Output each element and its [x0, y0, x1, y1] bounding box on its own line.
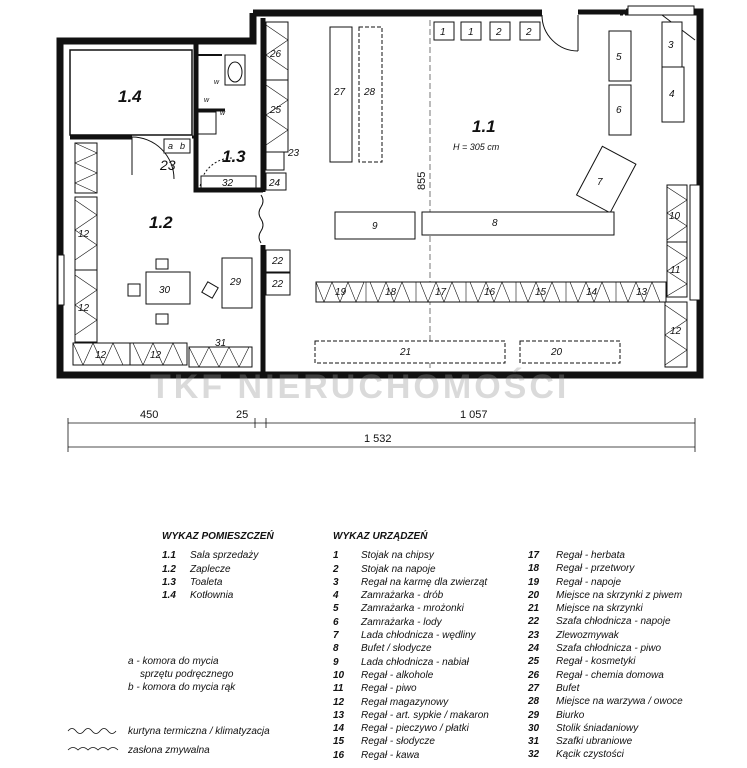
- equipment-name: Zamrażarka - lody: [361, 616, 442, 628]
- equipment-name: Stolik śniadaniowy: [556, 722, 639, 734]
- dim-450: 450: [140, 409, 159, 421]
- equipment-number: 19: [528, 576, 540, 588]
- equipment-number: 6: [333, 616, 339, 628]
- note-a: [128, 655, 235, 694]
- label-12-c: 12: [95, 350, 107, 361]
- equipment-list-item: [528, 642, 683, 655]
- rooms-list: [162, 530, 274, 602]
- label-15: 15: [535, 287, 547, 298]
- equipment-name: Bufet / słodycze: [361, 643, 432, 655]
- equipment-list-item: [528, 655, 683, 668]
- label-2b: 2: [526, 27, 532, 38]
- equipment-number: 14: [333, 723, 345, 735]
- note-a-line1: a - komora do mycia: [128, 656, 219, 667]
- equipment-number: 8: [333, 643, 339, 655]
- equipment-number: 15: [333, 736, 345, 748]
- room-1-1-height: H = 305 cm: [453, 142, 500, 152]
- equipment-name: Bufet: [556, 682, 580, 694]
- equipment-name: Szafa chłodnicza - piwo: [556, 643, 662, 655]
- label-20: 20: [551, 347, 563, 358]
- equipment-name: Lada chłodnicza - nabiał: [361, 656, 469, 668]
- label-28: 28: [364, 87, 376, 98]
- equipment-list-item: [333, 669, 489, 682]
- equipment-name: Regał - pieczywo / płatki: [361, 723, 469, 735]
- note-b: b - komora do mycia rąk: [128, 682, 236, 693]
- room-1-2-number: 1.2: [149, 213, 173, 232]
- equipment-number: 31: [528, 736, 540, 748]
- label-22b: 22: [272, 279, 284, 290]
- equipment-list-item: [528, 602, 683, 615]
- label-22a: 22: [272, 256, 284, 267]
- equipment-list-item: [528, 549, 683, 562]
- room-1-3-number: 1.3: [222, 147, 246, 166]
- label-24: 24: [269, 178, 281, 189]
- equipment-number: 2: [333, 563, 339, 575]
- label-1b: 1: [468, 27, 474, 38]
- label-27: 27: [334, 87, 346, 98]
- label-6: 6: [616, 105, 622, 116]
- equipment-list-item: [333, 735, 489, 748]
- label-29: 29: [230, 277, 242, 288]
- label-32: 32: [222, 178, 234, 189]
- equipment-name: Stojak na napoje: [361, 563, 436, 575]
- equipment-name: Szafa chłodnicza - napoje: [556, 616, 671, 628]
- label-10: 10: [669, 211, 681, 222]
- equipment-name: Regał - kosmetyki: [556, 656, 636, 668]
- equipment-list-item: [333, 549, 489, 562]
- label-11: 11: [670, 265, 681, 276]
- rooms-list-item: 1.3 Toaleta: [162, 576, 223, 588]
- label-1a: 1: [440, 27, 446, 38]
- label-2a: 2: [496, 27, 502, 38]
- label-9: 9: [372, 221, 378, 232]
- dim-1532: 1 532: [364, 433, 392, 445]
- equipment-number: 3: [333, 576, 339, 588]
- room-1-4-number: 1.4: [118, 87, 142, 106]
- equipment-name: Regał na karmę dla zwierząt: [361, 576, 488, 588]
- equipment-name: Zamrażarka - mrożonki: [361, 603, 464, 615]
- equipment-number: 12: [333, 696, 345, 708]
- equipment-list-item: [528, 709, 683, 722]
- note-curtain: kurtyna termiczna / klimatyzacja: [128, 726, 270, 737]
- equipment-number: 17: [528, 550, 540, 561]
- equipment-number: 32: [528, 749, 540, 761]
- room-1-1-number: 1.1: [472, 117, 496, 136]
- equipment-list-title: WYKAZ URZĄDZEŃ: [333, 531, 428, 542]
- equipment-number: 26: [528, 669, 540, 681]
- equipment-number: 9: [333, 656, 339, 668]
- equipment-list-item: [528, 722, 683, 735]
- equipment-name: Regał - napoje: [556, 576, 622, 588]
- equipment-number: 1: [333, 550, 339, 562]
- label-5: 5: [616, 52, 622, 63]
- equipment-number: 29: [528, 709, 540, 721]
- equipment-number: 23: [528, 629, 540, 641]
- equipment-list-item: [333, 563, 489, 576]
- screen-symbol: [68, 748, 118, 751]
- equipment-list-item: [528, 576, 683, 589]
- equipment-list: [333, 530, 489, 762]
- label-12-right: 12: [670, 326, 682, 337]
- dim-855: 855: [416, 171, 428, 190]
- label-12-a: 12: [78, 229, 90, 240]
- equipment-list-item: [333, 629, 489, 642]
- equipment-list-item: [528, 562, 683, 575]
- rooms-list-title: WYKAZ POMIESZCZEŃ: [162, 531, 274, 542]
- curtain-symbol: [68, 729, 116, 734]
- equipment-list-item: [333, 616, 489, 629]
- note-a-line2: sprzętu podręcznego: [140, 669, 234, 680]
- label-31: 31: [215, 338, 227, 349]
- label-8: 8: [492, 218, 498, 229]
- label-13: 13: [636, 287, 648, 298]
- equipment-number: 20: [528, 589, 540, 601]
- label-14: 14: [586, 287, 598, 298]
- equipment-list-item: [528, 695, 683, 708]
- equipment-list-item: [528, 615, 683, 628]
- equipment-list-item: [333, 576, 489, 589]
- equipment-name: Regał - chemia domowa: [556, 669, 664, 681]
- equipment-list-item: [528, 735, 683, 748]
- equipment-list-item: [528, 669, 683, 682]
- equipment-number: 16: [333, 749, 345, 761]
- equipment-name: Lada chłodnicza - wędliny: [361, 630, 476, 642]
- label-26: 26: [270, 49, 282, 60]
- label-19: 19: [335, 287, 347, 298]
- equipment-list-item: [528, 748, 683, 761]
- equipment-name: Biurko: [556, 709, 585, 721]
- label-7: 7: [597, 177, 603, 188]
- equipment-name: Kącik czystości: [556, 749, 624, 761]
- label-25: 25: [270, 105, 282, 116]
- label-w1: w: [214, 79, 220, 86]
- equipment-number: 4: [333, 590, 339, 602]
- label-23-back: 23: [160, 157, 176, 173]
- equipment-name: Zamrażarka - drób: [361, 590, 444, 602]
- label-16: 16: [484, 287, 496, 298]
- equipment-name: Regał - alkohole: [361, 669, 434, 681]
- rooms-list-item: 1.2 Zaplecze: [162, 563, 231, 575]
- label-12-d: 12: [150, 350, 162, 361]
- equipment-name: Stojak na chipsy: [361, 550, 434, 562]
- equipment-name: Miejsce na skrzynki z piwem: [556, 589, 683, 601]
- equipment-list-item: [333, 709, 489, 722]
- label-12-b: 12: [78, 303, 90, 314]
- equipment-list-item: [333, 722, 489, 735]
- equipment-number: 22: [528, 616, 540, 628]
- label-b: b: [180, 141, 186, 151]
- equipment-number: 18: [528, 563, 540, 575]
- label-21: 21: [400, 347, 412, 358]
- equipment-list-item: [333, 749, 489, 762]
- equipment-name: Regał - piwo: [361, 683, 417, 695]
- equipment-name: Regał - przetwory: [556, 563, 635, 575]
- equipment-name: Regał - słodycze: [361, 736, 435, 748]
- equipment-list-item: [333, 656, 489, 669]
- equipment-number: 24: [528, 643, 540, 655]
- note-screen: zasłona zmywalna: [128, 745, 210, 756]
- equipment-number: 27: [528, 682, 540, 694]
- equipment-number: 21: [528, 603, 540, 615]
- rooms-list-item: 1.1 Sala sprzedaży: [162, 550, 259, 562]
- label-3: 3: [668, 40, 674, 51]
- label-a: a: [168, 141, 174, 151]
- equipment-list-item: [528, 682, 683, 695]
- label-w2: w: [204, 97, 210, 104]
- equipment-list-item: [528, 629, 683, 642]
- equipment-name: Regał magazynowy: [361, 696, 449, 708]
- equipment-list-item: [333, 682, 489, 695]
- dim-1057: 1 057: [460, 409, 488, 421]
- equipment-number: 13: [333, 709, 345, 721]
- equipment-list-item: [333, 589, 489, 602]
- equipment-number: 11: [333, 683, 344, 695]
- label-w3: w: [220, 110, 226, 117]
- equipment-name: Szafki ubraniowe: [556, 736, 633, 748]
- legend-symbols: [66, 724, 136, 764]
- equipment-name: Regał - art. sypkie / makaron: [361, 709, 489, 721]
- equipment-name: Miejsce na warzywa / owoce: [556, 696, 683, 708]
- equipment-number: 10: [333, 669, 345, 681]
- equipment-number: 7: [333, 630, 339, 642]
- equipment-list-item: [333, 642, 489, 655]
- label-30: 30: [159, 285, 171, 296]
- equipment-name: Regał - kawa: [361, 749, 420, 761]
- label-23-wc: 23: [288, 148, 300, 159]
- equipment-number: 30: [528, 722, 540, 734]
- equipment-number: 28: [528, 696, 540, 708]
- label-17: 17: [435, 287, 447, 298]
- equipment-list-item: [528, 589, 683, 602]
- equipment-number: 25: [528, 656, 540, 668]
- equipment-name: Miejsce na skrzynki: [556, 603, 643, 615]
- equipment-list-item: [333, 602, 489, 615]
- label-18: 18: [385, 287, 397, 298]
- equipment-name: Regał - herbata: [556, 550, 625, 561]
- equipment-list-item: [333, 696, 489, 709]
- rooms-list-item: 1.4 Kotłownia: [162, 590, 234, 602]
- equipment-number: 5: [333, 603, 339, 615]
- watermark: TKF NIERUCHOMOŚCI: [150, 368, 570, 406]
- dim-25: 25: [236, 409, 249, 421]
- equipment-name: Zlewozmywak: [556, 629, 619, 641]
- label-4: 4: [669, 89, 675, 100]
- equipment-list-col2: [528, 549, 683, 762]
